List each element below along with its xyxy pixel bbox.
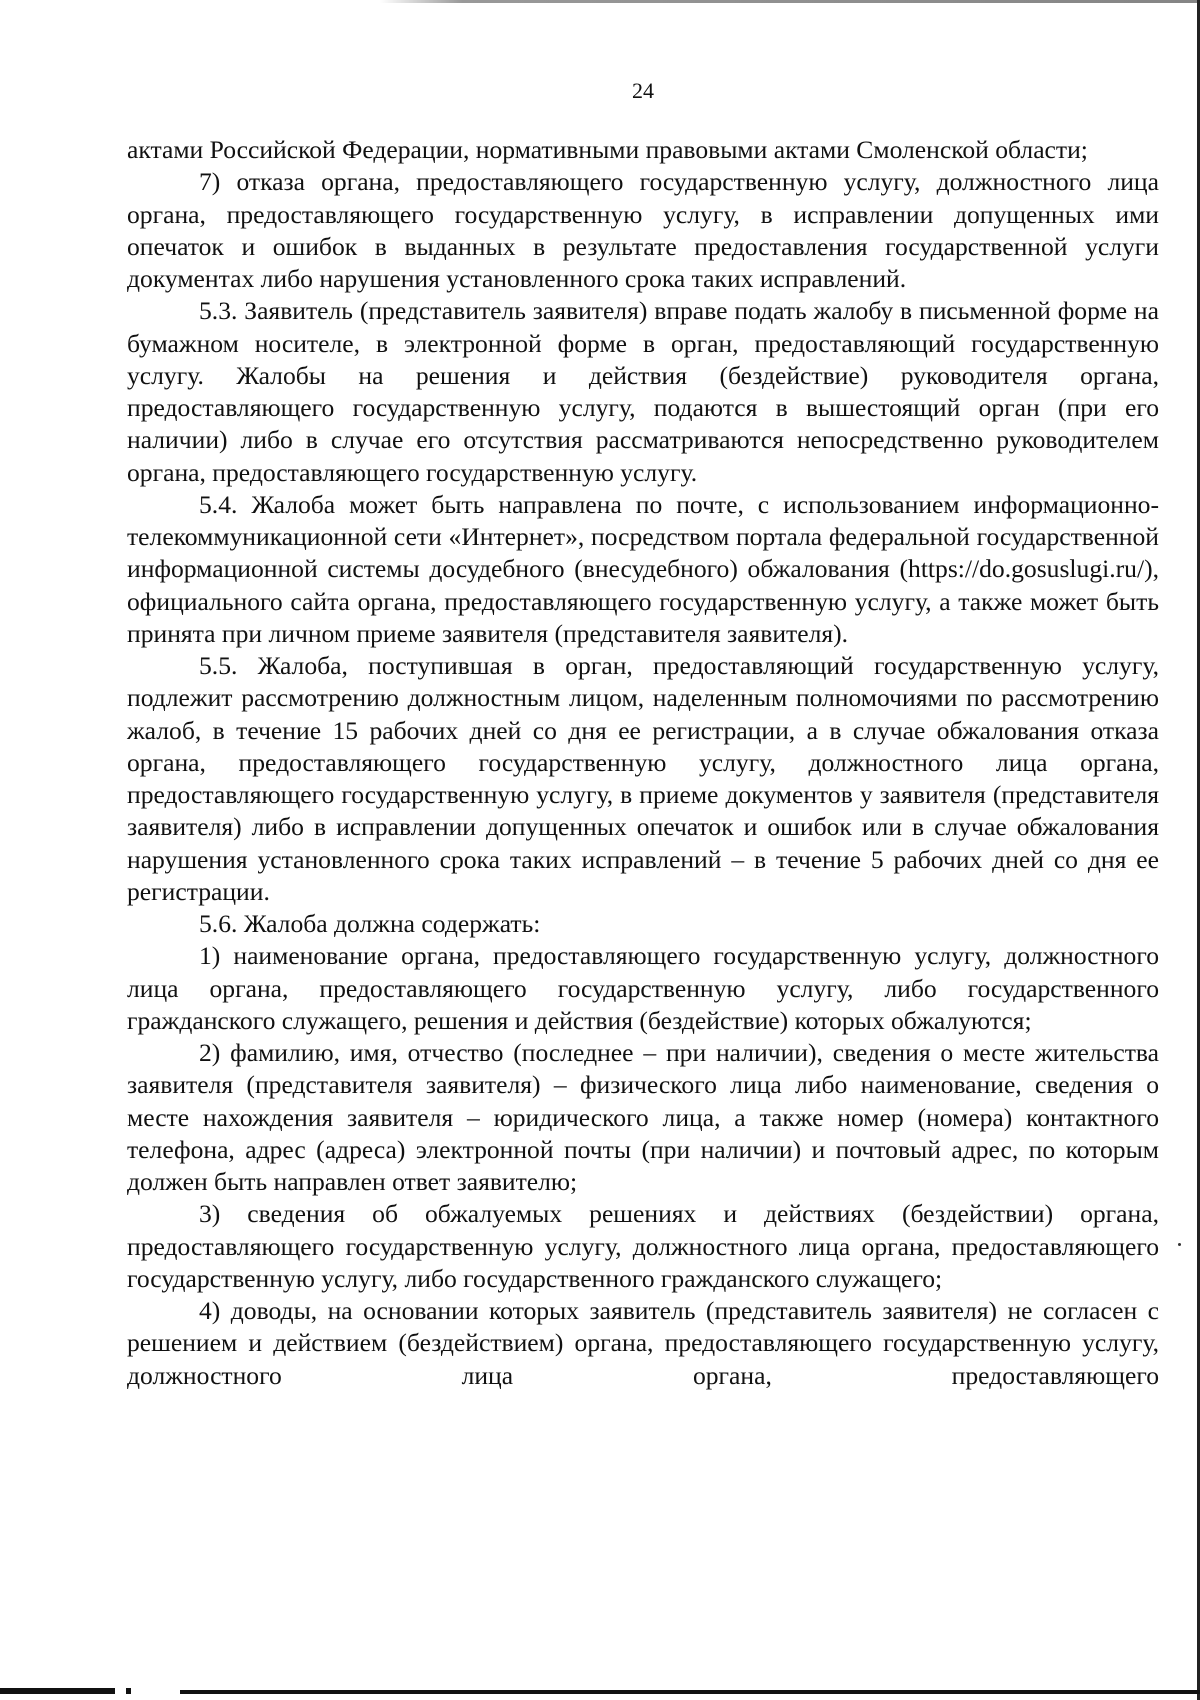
paragraph-continuation: актами Российской Федерации, нормативными правовыми актами Смоленской области; — [127, 135, 1088, 164]
scan-edge-bottom — [180, 1690, 1200, 1694]
paragraph-item-2: 2) фамилию, имя, отчество (последнее – при наличии), сведения о месте жительства заявителя (представителя заявителя) – физического лица либо наименование, сведения о месте нахождения заявителя – юридического лица, а также номер (номера) контактного телефона, адрес (адреса) электронной почты (при наличии) и почтовый адрес, по которым должен быть направлен ответ заявителю; — [127, 1038, 1159, 1196]
scan-edge-bottom-mark — [126, 1688, 131, 1694]
paragraph-5-6: 5.6. Жалоба должна содержать: — [199, 909, 541, 938]
paragraph-item-7: 7) отказа органа, предоставляющего государственную услугу, должностного лица органа, предоставляющего государственную услугу, в исправлении допущенных ими опечаток и ошибок в выданных в результате предоставления государственной услуги документах либо нарушения установленного срока таких исправлений. — [127, 167, 1159, 293]
scan-edge-bottom-left — [0, 1688, 115, 1694]
paragraph-5-4: 5.4. Жалоба может быть направлена по почте, с использованием информационно-телекоммуникационной сети «Интернет», посредством портала федеральной государственной информационной системы досудебного (внесудебного) обжалования (https://do.gosuslugi.ru/), официального сайта органа, предоставляющего государственную услугу, а также может быть принята при личном приеме заявителя (представителя заявителя). — [127, 489, 1159, 648]
paragraph-5-3: 5.3. Заявитель (представитель заявителя) вправе подать жалобу в письменной форме на бумажном носителе, в электронной форме в орган, предоставляющий государственную услугу. Жалобы на решения и действия (бездействие) руководителя органа, предоставляющего государственную услугу, подаются в вышестоящий орган (при его наличии) либо в случае его отсутствия рассматриваются непосредственно руководителем органа, предоставляющего государственную услугу. — [127, 296, 1159, 487]
scan-edge-top — [380, 0, 1200, 3]
scan-speck — [1178, 1243, 1181, 1246]
paragraph-item-1: 1) наименование органа, предоставляющего государственную услугу, должностного лица органа, предоставляющего государственную услугу, либо государственного гражданского служащего, решения и действия (бездействие) которых обжалуются; — [127, 941, 1159, 1035]
document-body — [127, 134, 1159, 1392]
paragraph-item-3: 3) сведения об обжалуемых решениях и действиях (бездействии) органа, предоставляющего государственную услугу, должностного лица органа, предоставляющего государственную услугу, либо государственного гражданского служащего; — [127, 1199, 1159, 1293]
paragraph-5-5: 5.5. Жалоба, поступившая в орган, предоставляющий государственную услугу, подлежит рассмотрению должностным лицом, наделенным полномочиями по рассмотрению жалоб, в течение 15 рабочих дней со дня ее регистрации, а в случае обжалования отказа органа, предоставляющего государственную услугу, должностного лица органа, предоставляющего государственную услугу, в приеме документов у заявителя (представителя заявителя) либо в исправлении допущенных опечаток и ошибок или в случае обжалования нарушения установленного срока таких исправлений – в течение 5 рабочих дней со дня ее регистрации. — [127, 651, 1159, 906]
paragraph-item-4: 4) доводы, на основании которых заявитель (представитель заявителя) не согласен с решением и действием (бездействием) органа, предоставляющего государственную услугу, должностного лица органа, предоставляющего — [127, 1296, 1159, 1390]
page-number: 24 — [632, 78, 654, 103]
